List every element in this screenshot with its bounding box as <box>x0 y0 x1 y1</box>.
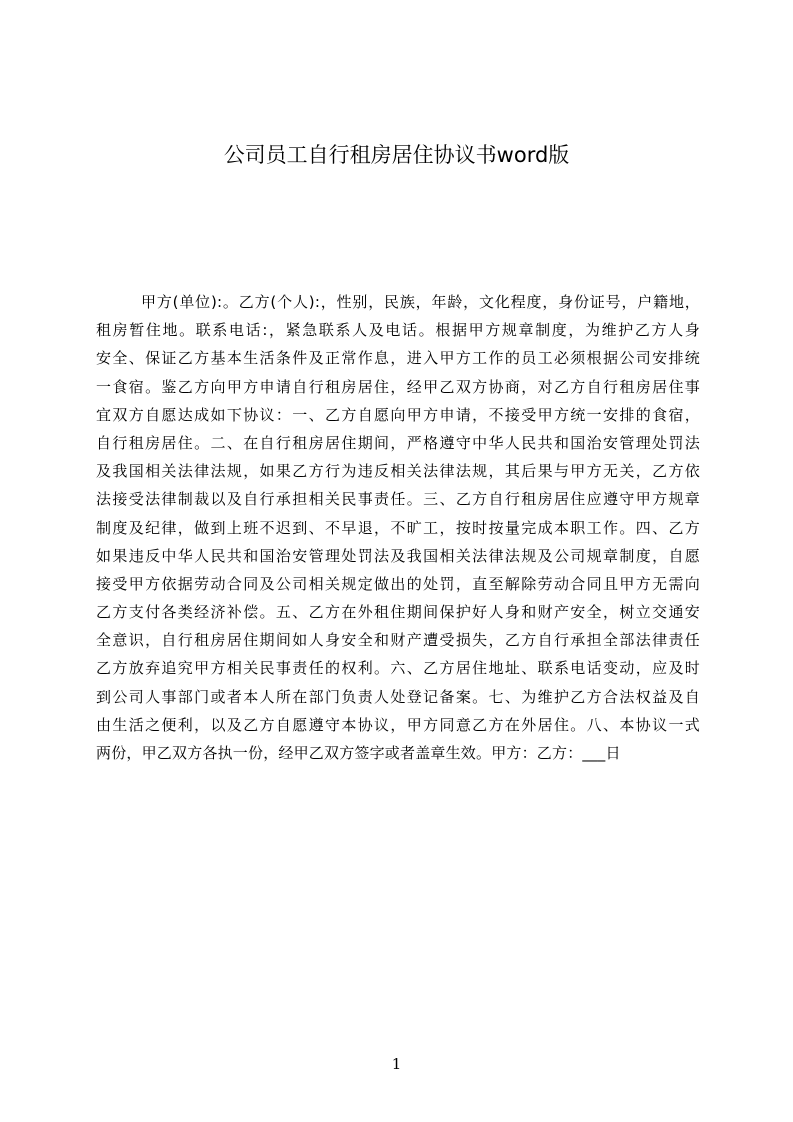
body-line: 制度及纪律，做到上班不迟到、不早退，不旷工，按时按量完成本职工作。四、乙方 <box>96 518 700 537</box>
body-line: 甲方(单位):。乙方(个人):，性别，民族，年龄，文化程度，身份证号，户籍地， <box>141 293 700 311</box>
body-line: 如果违反中华人民共和国治安管理处罚法及我国相关法律法规及公司规章制度，自愿 <box>96 546 700 565</box>
page-number: 1 <box>391 1055 402 1073</box>
body-line: 由生活之便利，以及乙方自愿遵守本协议，甲方同意乙方在外居住。八、本协议一式 <box>96 715 700 734</box>
body-line: 及我国相关法律法规，如果乙方行为违反相关法律法规，其后果与甲方无关，乙方依 <box>96 462 700 481</box>
body-line: 到公司人事部门或者本人所在部门负责人处登记备案。七、为维护乙方合法权益及自 <box>96 687 700 706</box>
body-line: 安全、保证乙方基本生活条件及正常作息，进入甲方工作的员工必须根据公司安排统 <box>96 349 700 368</box>
body-line: 乙方支付各类经济补偿。五、乙方在外租住期间保护好人身和财产安全，树立交通安 <box>96 603 700 622</box>
agreement-body <box>96 288 700 767</box>
body-line: 宜双方自愿达成如下协议：一、乙方自愿向甲方申请，不接受甲方统一安排的食宿， <box>96 405 700 424</box>
document-title: 公司员工自行租房居住协议书word版 <box>223 143 570 167</box>
body-line: 接受甲方依据劳动合同及公司相关规定做出的处罚，直至解除劳动合同且甲方无需向 <box>96 574 700 593</box>
body-line: 两份，甲乙双方各执一份，经甲乙双方签字或者盖章生效。甲方：乙方：___日 <box>96 744 621 762</box>
body-line: 全意识，自行租房居住期间如人身安全和财产遭受损失，乙方自行承担全部法律责任 <box>96 631 700 650</box>
body-line: 法接受法律制裁以及自行承担相关民事责任。三、乙方自行租房居住应遵守甲方规章 <box>96 490 700 509</box>
body-line: 乙方放弃追究甲方相关民事责任的权利。六、乙方居住地址、联系电话变动，应及时 <box>96 659 700 678</box>
body-line: 租房暂住地。联系电话:，紧急联系人及电话。根据甲方规章制度，为维护乙方人身 <box>96 321 700 340</box>
body-line: 自行租房居住。二、在自行租房居住期间，严格遵守中华人民共和国治安管理处罚法 <box>96 433 700 452</box>
body-line: 一食宿。鉴乙方向甲方申请自行租房居住，经甲乙双方协商，对乙方自行租房居住事 <box>96 377 700 396</box>
